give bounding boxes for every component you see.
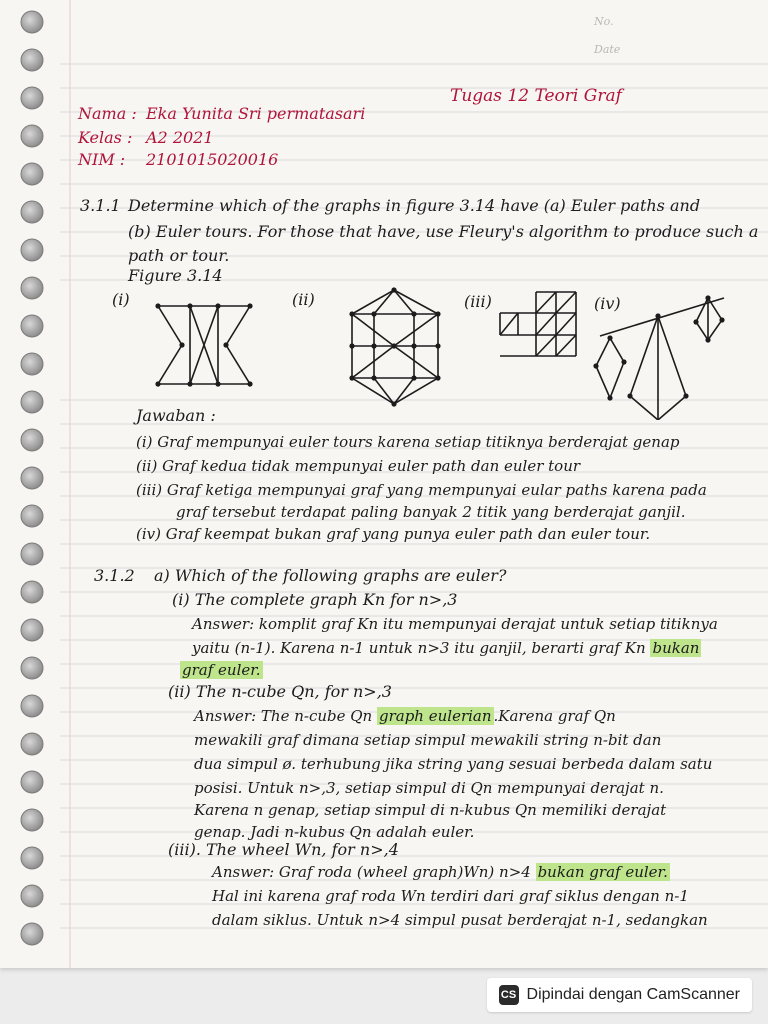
- q312-iii-title: (iii). The wheel Wn, for n>,4: [168, 840, 399, 859]
- graph-iii: [500, 292, 576, 356]
- fig-label-ii: (ii): [292, 290, 315, 309]
- highlight-bukan: bukan: [652, 639, 700, 657]
- answer-i: (i) Graf mempunyai euler tours karena setiap titiknya berderajat genap: [136, 433, 680, 451]
- answer-iii: (iii) Graf ketiga mempunyai graf yang mempunyai eular paths karena pada: [136, 481, 707, 499]
- answer-iii-cont: graf tersebut terdapat paling banyak 2 titik yang berderajat ganjil.: [176, 503, 686, 521]
- fig-label-i: (i): [112, 290, 130, 309]
- q312-iii-line1-text: Answer: Graf roda (wheel graph)Wn) n>4: [212, 863, 536, 881]
- class-label: Kelas :: [78, 128, 133, 147]
- q312-ii-line5: Karena n genap, setiap simpul di n-kubus Qn memiliki derajat: [194, 801, 667, 819]
- no-mark: No.: [594, 15, 614, 28]
- figure-3-14: [0, 0, 768, 420]
- q312-ii-title: (ii) The n-cube Qn, for n>,3: [168, 682, 392, 701]
- name-label: Nama :: [78, 104, 137, 123]
- q312-ii-line1: [194, 706, 616, 726]
- q312-i-line2-text: yaitu (n-1). Karena n-1 untuk n>3 itu ganjil, berarti graf Kn: [192, 639, 651, 657]
- q311-line1: Determine which of the graphs in figure 3.14 have (a) Euler paths and: [128, 196, 701, 215]
- camscanner-logo-icon: CS: [499, 985, 519, 1005]
- highlight-graph-eulerian: graph eulerian: [378, 707, 492, 725]
- nim-value: 2101015020016: [146, 150, 279, 169]
- q312-number: 3.1.2: [94, 566, 135, 585]
- camscanner-watermark: [487, 978, 752, 1012]
- nim-label: NIM :: [78, 150, 126, 169]
- q312-ii-line6: genap. Jadi n-kubus Qn adalah euler.: [194, 823, 475, 841]
- fig-label-iii: (iii): [464, 292, 492, 311]
- q312-question: a) Which of the following graphs are euler?: [154, 566, 507, 585]
- q312-ii-line2: mewakili graf dimana setiap simpul mewakili string n-bit dan: [194, 731, 662, 749]
- figure-label: Figure 3.14: [128, 266, 223, 285]
- graph-i: [155, 303, 252, 386]
- q312-i-line3: [180, 660, 263, 680]
- name-value: Eka Yunita Sri permatasari: [146, 104, 366, 123]
- camscanner-text: Dipindai dengan CamScanner: [526, 986, 740, 1003]
- q311-line3: path or tour.: [128, 246, 230, 265]
- answer-ii: (ii) Graf kedua tidak mempunyai euler path dan euler tour: [136, 457, 581, 475]
- class-value: A2 2021: [146, 128, 214, 147]
- q311-number: 3.1.1: [80, 196, 121, 215]
- assignment-title: Tugas 12 Teori Graf: [450, 86, 622, 106]
- fig-label-iv: (iv): [594, 294, 621, 313]
- q312-ii-line1-text: Answer: The n-cube Qn: [194, 707, 377, 725]
- graph-iv: [593, 295, 724, 420]
- date-mark: Date: [594, 43, 621, 56]
- highlight-bukan-graf-euler: bukan graf euler.: [537, 863, 668, 881]
- graph-ii: [349, 287, 440, 406]
- q312-ii-line4: posisi. Untuk n>,3, setiap simpul di Qn mempunyai derajat n.: [194, 779, 664, 797]
- highlight-graf-euler: graf euler.: [182, 661, 261, 679]
- answer-heading: Jawaban :: [136, 406, 216, 425]
- q312-iii-line2: Hal ini karena graf roda Wn terdiri dari graf siklus dengan n-1: [212, 887, 689, 905]
- q312-ii-line1-end: .Karena graf Qn: [493, 707, 616, 725]
- q312-iii-line1: [212, 862, 670, 882]
- q311-line2: (b) Euler tours. For those that have, use Fleury's algorithm to produce such a: [128, 222, 759, 241]
- q312-iii-line3: dalam siklus. Untuk n>4 simpul pusat berderajat n-1, sedangkan: [212, 911, 708, 929]
- q312-ii-line3: dua simpul ø. terhubung jika string yang sesuai berbeda dalam satu: [194, 755, 713, 773]
- q312-i-line2: [192, 638, 701, 658]
- answer-iv: (iv) Graf keempat bukan graf yang punya euler path dan euler tour.: [136, 525, 651, 543]
- q312-i-title: (i) The complete graph Kn for n>,3: [172, 590, 458, 609]
- q312-i-line1: Answer: komplit graf Kn itu mempunyai derajat untuk setiap titiknya: [192, 615, 718, 633]
